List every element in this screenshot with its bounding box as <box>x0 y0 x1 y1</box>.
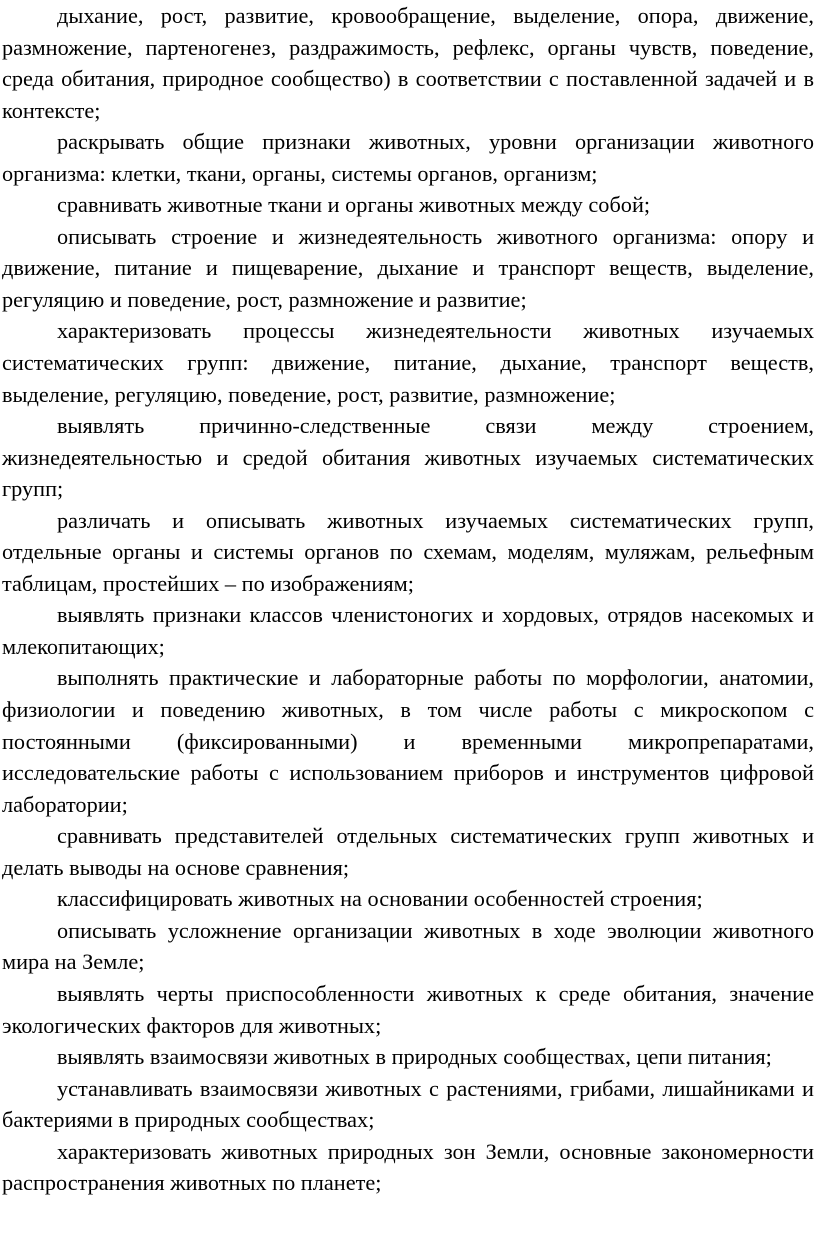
paragraph-plant-relations: устанавливать взаимосвязи животных с растениями, грибами, лишайниками и бактериями в природных сообществах; <box>2 1075 814 1133</box>
paragraph-describe-structure: описывать строение и жизнедеятельность животного организма: опору и движение, питание и пищеварение, дыхание и транспорт веществ, выделение, регуляцию и поведение, рост, размножение и развитие; <box>2 223 814 312</box>
paragraph-life-processes: характеризовать процессы жизнедеятельности животных изучаемых систематических групп: движение, питание, дыхание, транспорт веществ, выделение, регуляцию, поведение, рост, развитие, размножение; <box>2 318 814 407</box>
paragraph-compare-tissues: сравнивать животные ткани и органы животных между собой; <box>57 192 651 218</box>
paragraph-lab-work: выполнять практические и лабораторные работы по морфологии, анатомии, физиологии и поведению животных, в том числе работы с микроскопом с постоянными (фиксированными) и временными микропрепаратами, исследовательские работы с использованием приборов и инструментов цифровой лаборатории; <box>2 665 814 817</box>
paragraph-distinguish-describe: различать и описывать животных изучаемых систематических групп, отдельные органы и системы органов по схемам, моделям, муляжам, рельефным таблицам, простейших – по изображениям; <box>2 507 814 596</box>
paragraph-natural-zones: характеризовать животных природных зон Земли, основные закономерности распространения животных по планете; <box>2 1138 814 1196</box>
paragraph-food-chains: выявлять взаимосвязи животных в природных сообществах, цепи питания; <box>57 1044 772 1070</box>
paragraph-classify: классифицировать животных на основании особенностей строения; <box>57 886 703 912</box>
paragraph-cause-effect: выявлять причинно-следственные связи между строением, жизнедеятельностью и средой обитания животных изучаемых систематических групп; <box>2 413 814 502</box>
paragraph-continuation: дыхание, рост, развитие, кровообращение, выделение, опора, движение, размножение, партеногенез, раздражимость, рефлекс, органы чувств, поведение, среда обитания, природное сообщество) в соответствии с поставленной задачей и в контексте; <box>2 3 814 123</box>
paragraph-adaptation: выявлять черты приспособленности животных к среде обитания, значение экологических факторов для животных; <box>2 980 814 1038</box>
paragraph-evolution: описывать усложнение организации животных в ходе эволюции животного мира на Земле; <box>2 917 814 975</box>
paragraph-animal-features: раскрывать общие признаки животных, уровни организации животного организма: клетки, ткани, органы, системы органов, организм; <box>2 129 814 186</box>
paragraph-compare-groups: сравнивать представителей отдельных систематических групп животных и делать выводы на основе сравнения; <box>2 823 814 880</box>
paragraph-class-features: выявлять признаки классов членистоногих и хордовых, отрядов насекомых и млекопитающих; <box>2 602 814 659</box>
